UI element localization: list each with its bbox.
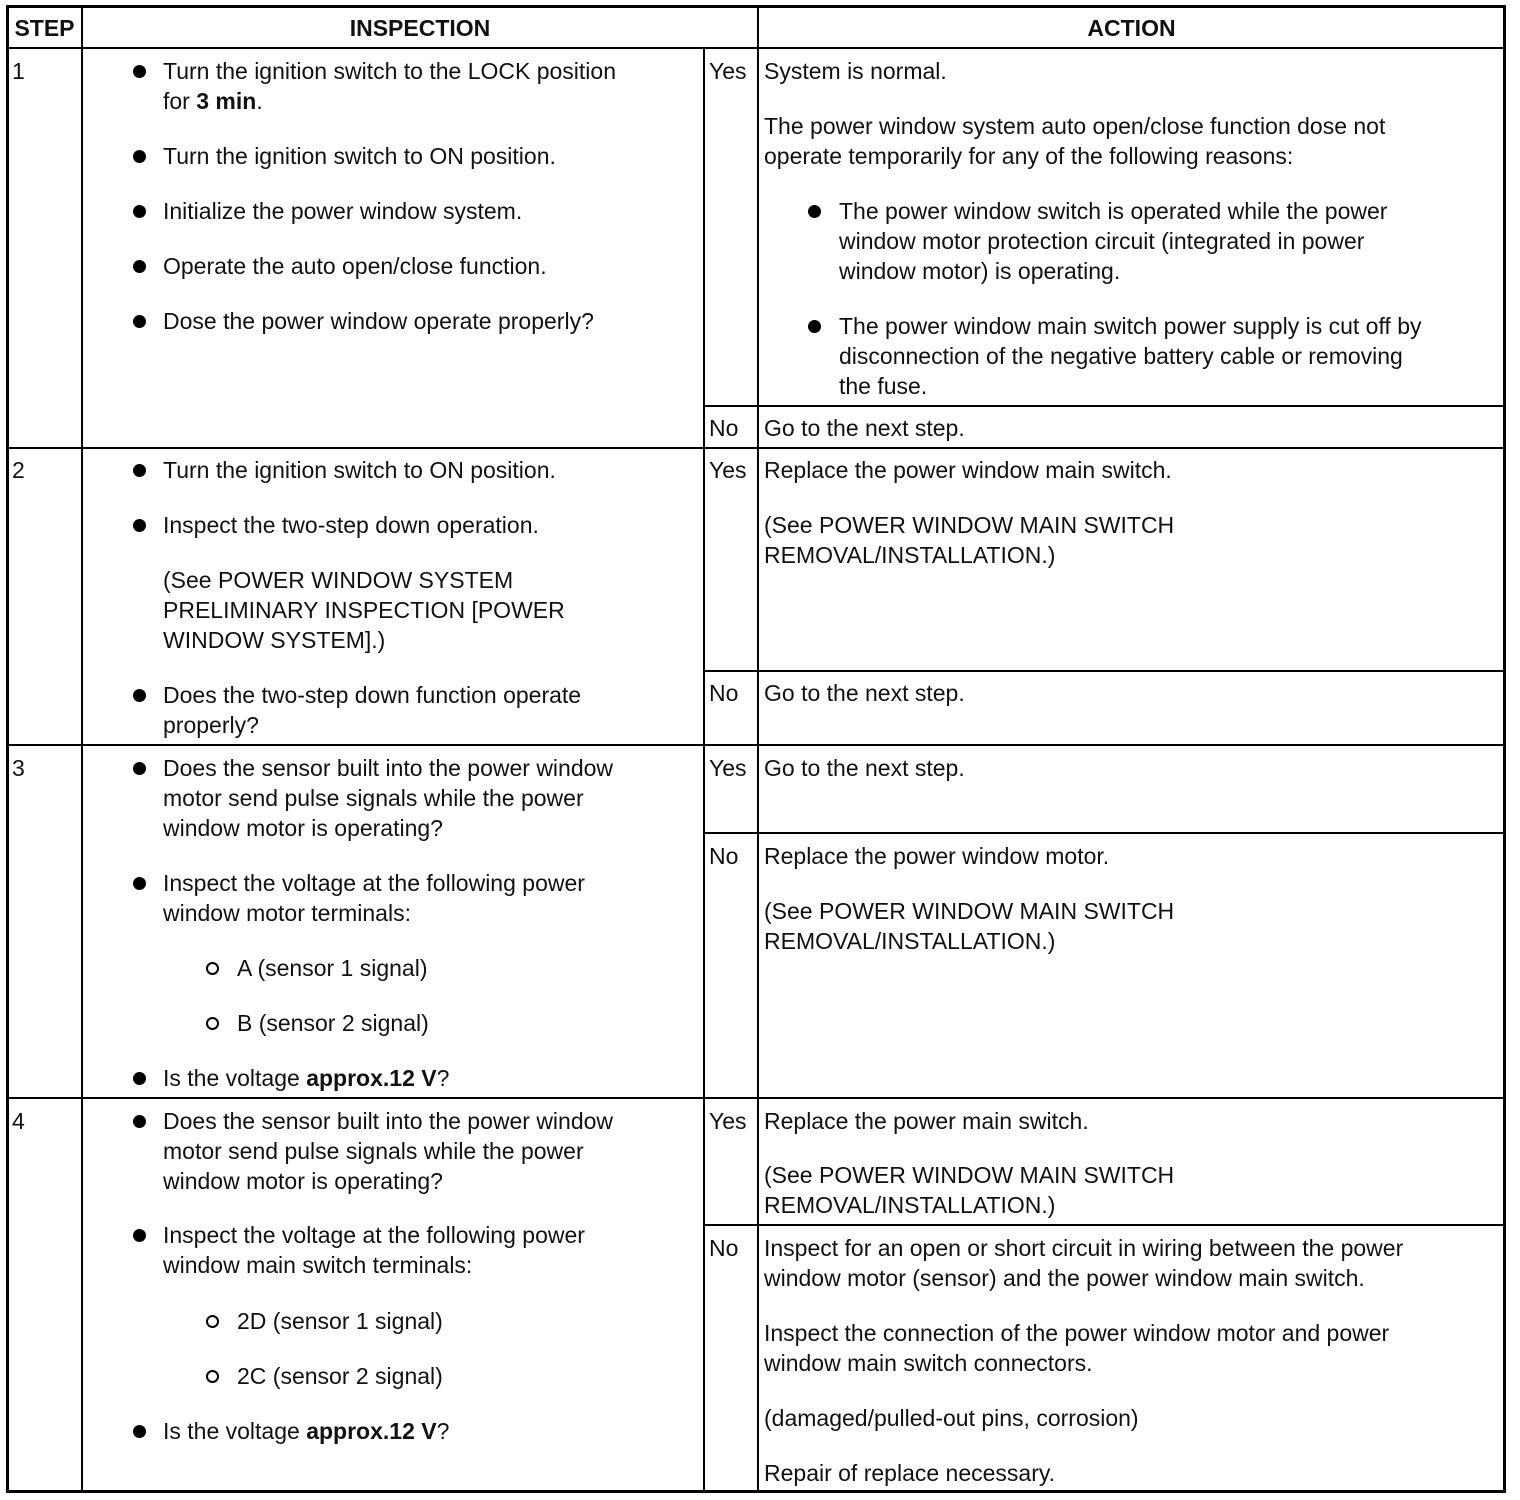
bullet-icon [133,1115,146,1128]
inspection-item: (See POWER WINDOW SYSTEM [163,567,514,593]
bullet-icon [133,877,146,890]
yesno-divider-2 [703,670,1506,672]
action-text: operate temporarily for any of the following reasons: [764,143,1294,169]
yes-label: Yes [709,1108,747,1134]
action-text: window main switch connectors. [764,1350,1093,1376]
inspection-item: Initialize the power window system. [163,198,523,224]
bullet-icon [133,464,146,477]
action-text: window motor (sensor) and the power window main switch. [764,1265,1365,1291]
action-text: (See POWER WINDOW MAIN SWITCH [764,512,1175,538]
bullet-icon [133,205,146,218]
step-number: 2 [12,457,25,483]
bullet-icon [133,519,146,532]
yesno-divider-4 [703,1224,1506,1226]
action-text: Replace the power window main switch. [764,457,1172,483]
header-inspection: INSPECTION [349,15,491,41]
action-text: The power window main switch power supply is cut off by [839,313,1422,339]
inspection-subitem: 2D (sensor 1 signal) [237,1308,443,1334]
sub-bullet-icon [206,1315,219,1328]
col-divider-yesno [703,48,705,1492]
inspection-subitem: A (sensor 1 signal) [237,955,428,981]
action-text: REMOVAL/INSTALLATION.) [764,928,1056,954]
inspection-item: motor send pulse signals while the power [163,1138,584,1164]
inspection-subitem: B (sensor 2 signal) [237,1010,429,1036]
bullet-icon [808,205,821,218]
inspection-item: window motor terminals: [163,900,411,926]
bullet-icon [133,1072,146,1085]
action-text: window motor) is operating. [839,258,1121,284]
action-text: (See POWER WINDOW MAIN SWITCH [764,898,1175,924]
sub-bullet-icon [206,1370,219,1383]
inspection-item: window motor is operating? [163,815,443,841]
action-text: Inspect for an open or short circuit in wiring between the power [764,1235,1404,1261]
action-text: Replace the power window motor. [764,843,1110,869]
action-text: The power window system auto open/close function dose not [764,113,1386,139]
action-text: Go to the next step. [764,415,965,441]
no-label: No [709,680,739,706]
action-text: System is normal. [764,58,947,84]
row-divider-step1 [6,447,1506,449]
step-number: 3 [12,755,25,781]
inspection-item: Operate the auto open/close function. [163,253,547,279]
step-number: 1 [12,58,25,84]
inspection-item: Does the two-step down function operate [163,682,582,708]
row-divider-header [6,47,1506,49]
action-text: Go to the next step. [764,755,965,781]
sub-bullet-icon [206,962,219,975]
bullet-icon [133,315,146,328]
action-text: The power window switch is operated while the power [839,198,1388,224]
no-label: No [709,1235,739,1261]
bullet-icon [133,65,146,78]
action-text: (damaged/pulled-out pins, corrosion) [764,1405,1139,1431]
yes-label: Yes [709,755,747,781]
inspection-item: Turn the ignition switch to ON position. [163,457,556,483]
inspection-item: WINDOW SYSTEM].) [163,627,386,653]
bullet-icon [133,1425,146,1438]
action-text: REMOVAL/INSTALLATION.) [764,1192,1056,1218]
inspection-item: window motor is operating? [163,1168,443,1194]
inspection-item: motor send pulse signals while the power [163,785,584,811]
inspection-item: Does the sensor built into the power window [163,755,614,781]
action-text: the fuse. [839,373,928,399]
inspection-item: properly? [163,712,259,738]
bullet-icon [133,260,146,273]
action-text: Go to the next step. [764,680,965,706]
step-number: 4 [12,1108,25,1134]
inspection-subitem: 2C (sensor 2 signal) [237,1363,443,1389]
inspection-item: Turn the ignition switch to the LOCK position [163,58,616,84]
inspection-item: PRELIMINARY INSPECTION [POWER [163,597,565,623]
bullet-icon [808,320,821,333]
yes-label: Yes [709,58,747,84]
sub-bullet-icon [206,1017,219,1030]
action-text: REMOVAL/INSTALLATION.) [764,542,1056,568]
inspection-item: Dose the power window operate properly? [163,308,594,334]
bullet-icon [133,1229,146,1242]
no-label: No [709,415,739,441]
action-text: Repair of replace necessary. [764,1460,1056,1486]
action-text: (See POWER WINDOW MAIN SWITCH [764,1162,1175,1188]
col-divider-action [757,6,759,1492]
inspection-item: Inspect the two-step down operation. [163,512,539,538]
inspection-item: Does the sensor built into the power window [163,1108,614,1134]
header-action: ACTION [1087,15,1176,41]
row-divider-step3 [6,1097,1506,1099]
yesno-divider-1 [703,405,1506,407]
action-text: Inspect the connection of the power window motor and power [764,1320,1390,1346]
bullet-icon [133,762,146,775]
bullet-icon [133,150,146,163]
inspection-item: Is the voltage approx.12 V? [163,1418,450,1444]
inspection-item: window main switch terminals: [163,1252,473,1278]
inspection-item: Inspect the voltage at the following power [163,1222,585,1248]
action-text: Replace the power main switch. [764,1108,1089,1134]
row-divider-step2 [6,744,1506,746]
inspection-item: Is the voltage approx.12 V? [163,1065,450,1091]
header-step: STEP [14,15,75,41]
col-divider-step [81,6,83,1492]
action-text: window motor protection circuit (integrated in power [839,228,1365,254]
inspection-item: Turn the ignition switch to ON position. [163,143,556,169]
no-label: No [709,843,739,869]
yes-label: Yes [709,457,747,483]
bullet-icon [133,689,146,702]
action-text: disconnection of the negative battery cable or removing [839,343,1403,369]
inspection-item: Inspect the voltage at the following power [163,870,585,896]
inspection-item: for 3 min. [163,88,263,114]
yesno-divider-3 [703,832,1506,834]
